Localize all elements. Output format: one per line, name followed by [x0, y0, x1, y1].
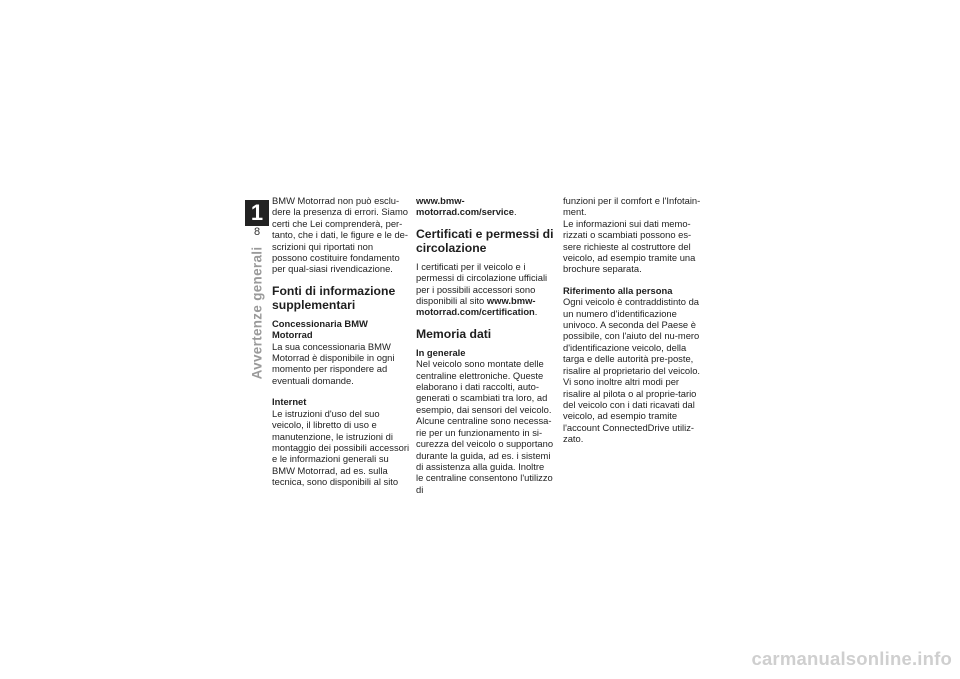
certification-url-link[interactable]: www.bmw-motorrad.com/certification: [416, 295, 536, 318]
paragraph-in-generale: Nel veicolo sono montate delle centraline elettroniche. Queste elaborano i dati raccolti, auto-generati o scambiati tra loro, ad esempio, dai sensori del veicolo. Alcune centraline sono necessa-rie per un funzionamento in si-curezza del veicolo o supportano durante la guida, ad es. i sistemi di assistenza alla guida. Inoltre le centraline consentono l'utilizzo di: [416, 358, 554, 495]
subheading-riferimento-persona: Riferimento alla persona: [563, 284, 673, 296]
paragraph-riferimento-persona: Ogni veicolo è contraddistinto da un numero d'identificazione univoco. A seconda del Paese è possibile, con l'aiuto del nu-mero d'identificazione veicolo, della targa e delle autorità pre-poste, risalire al proprietario del veicolo. Vi sono inoltre altri modi per risalire al pilota o al proprie-tario del veicolo con i dati ricavati dal veicolo, ad esempio tramite l'account ConnectedDrive utiliz-zato.: [563, 296, 701, 445]
service-url-link[interactable]: www.bmw-motorrad.com/service: [416, 195, 514, 218]
paragraph-dati-memorizzati: Le informazioni sui dati memo-rizzati o scambiati possono es-sere richieste al costruttore del veicolo, ad esempio tramite una brochure separata.: [563, 217, 696, 275]
chapter-side-title: Avvertenze generali: [249, 246, 265, 380]
subheading-in-generale: In generale: [416, 346, 466, 358]
paragraph-continuation: funzioni per il comfort e l'Infotain-ment.: [563, 195, 701, 218]
text-column-2: [416, 195, 554, 495]
subheading-internet: Internet: [272, 396, 307, 408]
text-column-1: [272, 195, 410, 488]
paragraph-internet: Le istruzioni d'uso del suo veicolo, il libretto di uso e manutenzione, le istruzioni di montaggio dei possibili accessori e le informazioni generali su BMW Motorrad, ad es. sulla tecnica, sono disponibili al sito: [272, 407, 410, 488]
intro-paragraph: BMW Motorrad non può esclu-dere la presenza di errori. Siamo certi che Lei comprenderà, per-tanto, che i dati, le figure e le de-scrizioni qui riportati non possono costituire fondamento per qual-siasi rivendicazione.: [272, 195, 409, 275]
certificati-text: I certificati per il veicolo e i permessi di circolazione ufficiali per i possibili accessori sono disponibili al sito: [416, 260, 548, 307]
service-url-line: [416, 195, 554, 218]
page-number: 8: [253, 226, 261, 238]
heading-memoria-dati: Memoria dati: [416, 326, 492, 341]
certification-url-period: .: [534, 306, 538, 318]
chapter-number-badge: 1: [245, 200, 269, 226]
heading-fonti-informazione: Fonti di informazione supplementari: [272, 283, 396, 312]
text-column-3: [563, 195, 703, 445]
paragraph-concessionaria: La sua concessionaria BMW Motorrad è disponibile in ogni momento per rispondere ad eventuali domande.: [272, 340, 395, 386]
service-url-period: .: [513, 206, 517, 218]
heading-certificati: Certificati e permessi di circolazione: [416, 226, 554, 255]
footer-watermark: carmanualsonline.info: [751, 648, 952, 669]
paragraph-certificati: [416, 261, 554, 318]
subheading-concessionaria: Concessionaria BMW Motorrad: [272, 317, 368, 341]
